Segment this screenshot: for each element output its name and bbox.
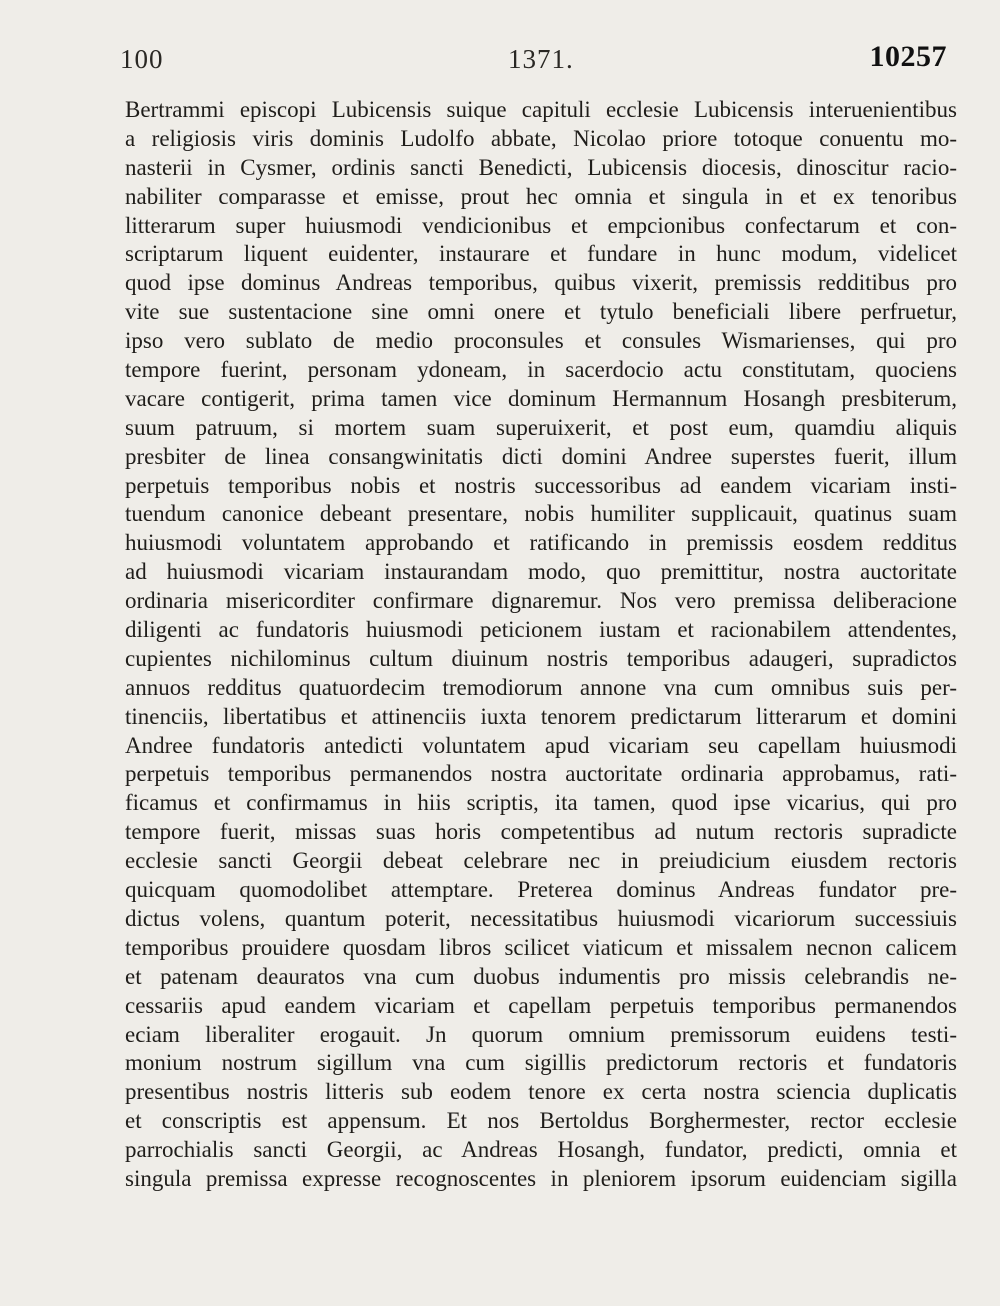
text-line: et conscriptis est appensum. Et nos Bertoldus Borghermester, rector ecclesie xyxy=(125,1108,957,1134)
text-line: temporibus prouidere quosdam libros scilicet viaticum et missalem necnon calicem xyxy=(125,934,957,960)
year-heading: 1371. xyxy=(508,44,574,74)
text-line: parrochialis sancti Georgii, ac Andreas Hosangh, fundator, predicti, omnia et xyxy=(125,1137,957,1163)
text-line: quod ipse dominus Andreas temporibus, quibus vixerit, premissis redditibus pro xyxy=(125,270,957,296)
page-number: 100 xyxy=(120,44,164,74)
text-line: perpetuis temporibus nobis et nostris successoribus ad eandem vicariam insti- xyxy=(125,472,957,498)
text-line: ipso vero sublato de medio proconsules et consules Wismarienses, qui pro xyxy=(125,328,957,354)
text-line: tuendum canonice debeant presentare, nobis humiliter supplicauit, quatinus suam xyxy=(125,501,957,527)
text-line: scriptarum liquent euidenter, instaurare et fundare in hunc modum, videlicet xyxy=(125,241,957,267)
document-number: 10257 xyxy=(869,40,947,73)
text-line: litterarum super huiusmodi vendicionibus et empcionibus confectarum et con- xyxy=(125,212,957,238)
running-head xyxy=(120,40,955,80)
text-line: singula premissa expresse recognoscentes in pleniorem ipsorum euidenciam sigilla xyxy=(125,1165,957,1191)
text-line: presentibus nostris litteris sub eodem tenore ex certa nostra sciencia duplicatis xyxy=(125,1079,957,1105)
text-line: eciam liberaliter erogauit. Jn quorum omnium premissorum euidens testi- xyxy=(125,1021,957,1047)
text-line: perpetuis temporibus permanendos nostra auctoritate ordinaria approbamus, rati- xyxy=(125,761,957,787)
text-line: Bertrammi episcopi Lubicensis suique capituli ecclesie Lubicensis interuenientibus xyxy=(125,97,957,122)
text-line: nabiliter comparasse et emisse, prout hec omnia et singula in et ex tenoribus xyxy=(125,183,957,209)
text-line: quicquam quomodolibet attemptare. Preterea dominus Andreas fundator pre- xyxy=(125,877,957,903)
text-line: nasterii in Cysmer, ordinis sancti Benedicti, Lubicensis diocesis, dinoscitur racio- xyxy=(125,154,957,180)
text-line: ordinaria misericorditer confirmare dignaremur. Nos vero premissa deliberacione xyxy=(125,588,957,614)
body-text xyxy=(125,96,957,1194)
text-line: ficamus et confirmamus in hiis scriptis, ita tamen, quod ipse vicarius, qui pro xyxy=(125,790,957,816)
text-line: a religiosis viris dominis Ludolfo abbate, Nicolao priore totoque conuentu mo- xyxy=(125,125,957,151)
text-line: tempore fuerit, missas suas horis competentibus ad nutum rectoris supradicte xyxy=(125,819,957,845)
text-line: cessariis apud eandem vicariam et capellam perpetuis temporibus permanendos xyxy=(125,992,957,1018)
text-line: suum patruum, si mortem suam superuixerit, et post eum, quamdiu aliquis xyxy=(125,414,957,440)
text-line: diligenti ac fundatoris huiusmodi peticionem iustam et racionabilem attendentes, xyxy=(125,617,957,643)
text-line: annuos redditus quatuordecim tremodiorum annone vna cum omnibus suis per- xyxy=(125,674,957,700)
text-line: tempore fuerint, personam ydoneam, in sacerdocio actu constitutam, quociens xyxy=(125,357,957,383)
text-line: dictus volens, quantum poterit, necessitatibus huiusmodi vicariorum successiuis xyxy=(125,905,957,931)
text-line: cupientes nichilominus cultum diuinum nostris temporibus adaugeri, supradictos xyxy=(125,645,957,671)
text-line: vite sue sustentacione sine omni onere et tytulo beneficiali libere perfruetur, xyxy=(125,299,957,325)
text-line: monium nostrum sigillum vna cum sigillis predictorum rectoris et fundatoris xyxy=(125,1050,957,1076)
text-line: Andree fundatoris antedicti voluntatem apud vicariam seu capellam huiusmodi xyxy=(125,732,957,758)
text-line: tinenciis, libertatibus et attinenciis iuxta tenorem predictarum litterarum et domini xyxy=(125,703,957,729)
text-line: ecclesie sancti Georgii debeat celebrare nec in preiudicium eiusdem rectoris xyxy=(125,848,957,874)
text-line: huiusmodi voluntatem approbando et ratificando in premissis eosdem redditus xyxy=(125,530,957,556)
text-line: et patenam deauratos vna cum duobus indumentis pro missis celebrandis ne- xyxy=(125,963,957,989)
text-line: ad huiusmodi vicariam instaurandam modo, quo premittitur, nostra auctoritate xyxy=(125,559,957,585)
text-line: vacare contigerit, prima tamen vice dominum Hermannum Hosangh presbiterum, xyxy=(125,385,957,411)
text-line: presbiter de linea consangwinitatis dicti domini Andree superstes fuerit, illum xyxy=(125,443,957,469)
